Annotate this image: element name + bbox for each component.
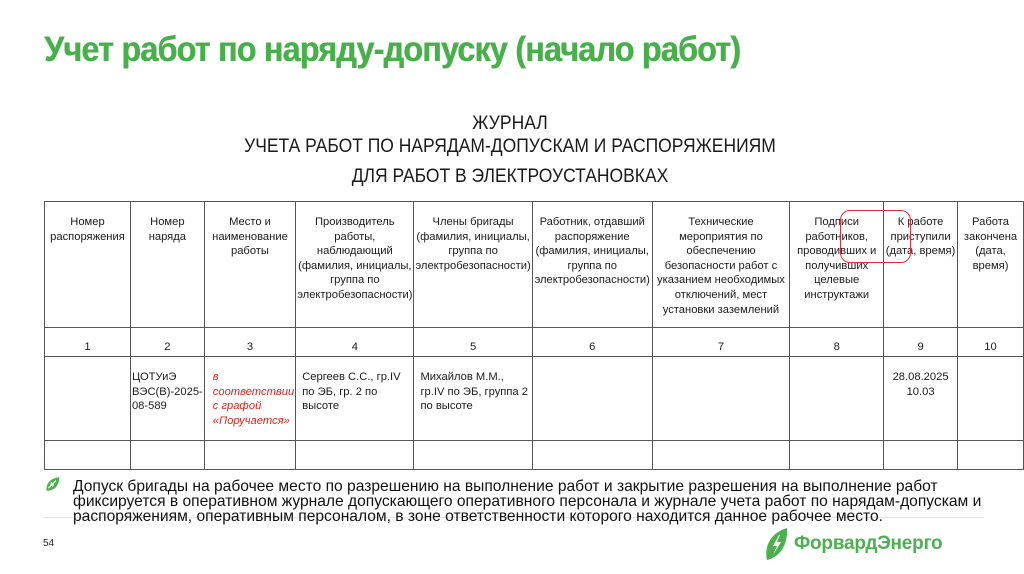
cell-permit-number: ЦОТУиЭ ВЭС(В)-2025-08-589 [130,357,204,441]
cell-empty [652,441,790,470]
column-number: 8 [790,328,884,357]
leaf-bullet-icon [44,475,61,493]
cell-order-number [45,357,131,441]
journal-heading-line3: ДЛЯ РАБОТ В ЭЛЕКТРОУСТАНОВКАХ [351,166,669,187]
header-safety-measures: Технические мероприятия по обеспечению безопасности работ с указанием необходимых отключений, мест установки заземлений [652,202,790,328]
column-number: 10 [958,328,1024,357]
column-number: 1 [45,328,131,357]
header-work-started: К работе приступили (дата, время) [884,202,958,328]
column-number: 7 [652,328,790,357]
header-work-finished: Работа закончена (дата, время) [958,202,1024,328]
leaf-lightning-icon [764,527,788,561]
cell-empty [414,441,532,470]
work-started-date: 28.08.2025 [892,371,949,383]
column-number: 4 [296,328,414,357]
column-number: 3 [204,328,295,357]
cell-empty [884,441,958,470]
header-signatures: Подписи работников, проводивших и получивших целевые инструктажи [790,202,884,328]
cell-empty [296,441,414,470]
header-issuer: Работник, отдавший распоряжение (фамилия, инициалы, группа по электробезопасности) [532,202,652,328]
journal-heading-line1: ЖУРНАЛ [472,113,548,134]
column-number: 6 [532,328,652,357]
work-started-time: 10.03 [906,385,935,398]
cell-issuer [532,357,652,441]
journal-heading-line2: УЧЕТА РАБОТ ПО НАРЯДАМ-ДОПУСКАМ И РАСПОРЯЖЕНИЯМ [244,136,776,157]
header-permit-number: Номер наряда [130,202,204,328]
cell-safety-measures [652,357,790,441]
cell-empty [532,441,652,470]
cell-work-place: в соответствии с графой «Поручается» [204,357,295,441]
cell-empty [45,441,131,470]
column-number: 5 [414,328,532,357]
table-row [45,441,1024,470]
column-number-row [45,328,1024,357]
slide-title: Учет работ по наряду-допуску (начало работ) [44,30,741,69]
header-order-number: Номер распоряжения [45,202,131,328]
header-team-members: Члены бригады (фамилия, инициалы, группа по электробезопасности) [414,202,532,328]
header-work-place: Место и наименование работы [204,202,295,328]
table-row [45,357,1024,441]
column-number: 9 [884,328,958,357]
header-work-producer: Производитель работы, наблюдающий (фамилия, инициалы, группа по электробезопасности) [296,202,414,328]
journal-table [44,201,1024,470]
page-number: 54 [43,538,55,549]
cell-signatures [790,357,884,441]
company-logo [764,527,942,561]
cell-empty [204,441,295,470]
logo-text: ФорвардЭнерго [794,533,943,554]
cell-empty [958,441,1024,470]
cell-empty [790,441,884,470]
table-header-row [45,202,1024,328]
cell-work-producer: Сергеев С.С., гр.IV по ЭБ, гр. 2 по высоте [296,357,414,441]
column-number: 2 [130,328,204,357]
cell-empty [130,441,204,470]
cell-team-members: Михайлов М.М., гр.IV по ЭБ, группа 2 по высоте [414,357,532,441]
cell-work-finished [958,357,1024,441]
cell-work-started [884,357,958,441]
note-text: Допуск бригады на рабочее место по разрешению на выполнение работ и закрытие разрешения на выполнение работ фиксируется в оперативном журнале допускающего оперативного персонала и журнале учета работ по нарядам-допускам и распоряжениям, оперативным персоналом, в зоне ответственности которого находится данное рабочее место. [73,478,982,525]
